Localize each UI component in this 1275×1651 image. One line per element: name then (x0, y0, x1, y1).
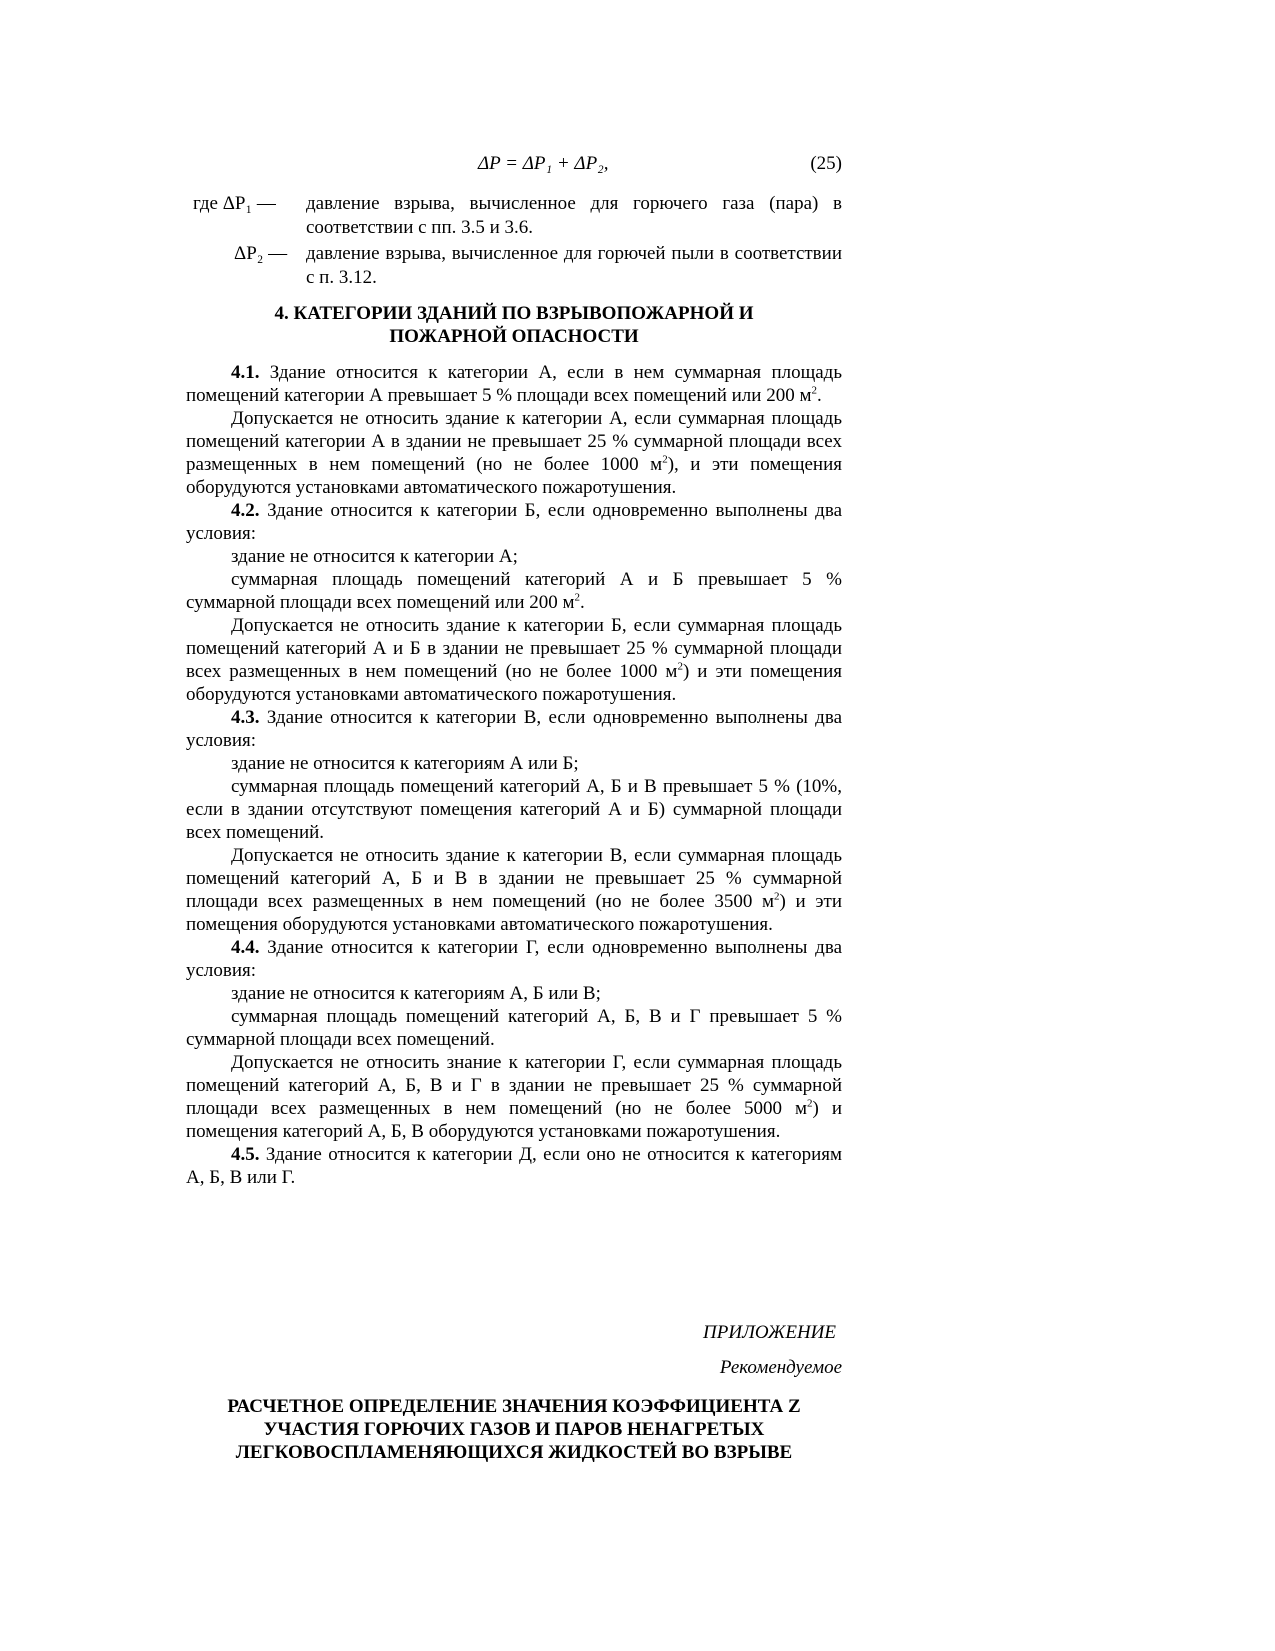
paragraph-number: 4.1. (231, 362, 260, 383)
paragraph-4-2-condition-2 (186, 568, 842, 614)
appendix-title (186, 1395, 842, 1464)
appendix-title-line-3: ЛЕГКОВОСПЛАМЕНЯЮЩИХСЯ ЖИДКОСТЕЙ ВО ВЗРЫВЕ (235, 1442, 793, 1463)
paragraph-number: 4.2. (231, 500, 260, 521)
appendix-label: ПРИЛОЖЕНИЕ (703, 1322, 836, 1343)
superscript: 2 (574, 591, 581, 604)
definition-dp2-text: давление взрыва, вычисленное для горючей пыли в соответствии с п. 3.12. (306, 243, 842, 288)
paragraph-4-2-condition-1: здание не относится к категории А; (231, 546, 518, 567)
paragraph-4-4-condition-1: здание не относится к категориям А, Б или В; (231, 983, 601, 1004)
paragraph-4-3-exception (186, 844, 842, 936)
paragraph-4-5 (186, 1143, 842, 1189)
section-4-heading-line-2: ПОЖАРНОЙ ОПАСНОСТИ (389, 326, 639, 347)
paragraph-text: Здание относится к категории Г, если одновременно выполнены два условия: (186, 937, 842, 981)
paragraph-4-4 (186, 936, 842, 982)
paragraph-4-2-exception (186, 614, 842, 706)
formula-definitions (186, 192, 842, 290)
superscript: 2 (677, 660, 683, 673)
paragraph-text-end: . (816, 385, 822, 406)
paragraph-4-4-exception (186, 1051, 842, 1143)
paragraph-4-2 (186, 499, 842, 545)
definition-dp1 (186, 192, 842, 240)
section-4-heading-line-1: 4. КАТЕГОРИИ ЗДАНИЙ ПО ВЗРЫВОПОЖАРНОЙ И (274, 303, 754, 324)
superscript: 2 (774, 890, 780, 903)
paragraph-4-3 (186, 706, 842, 752)
definition-dp1-lead: где ΔP₁ — (193, 193, 276, 214)
paragraph-number: 4.4. (231, 937, 260, 958)
appendix-status: Рекомендуемое (719, 1357, 842, 1378)
paragraph-text: Допускается не относить здание к категории Б, если суммарная площадь помещений категорий А и Б в здании не превышает 25 % суммарной площади всех размещенных в нем помещений (но не более 1000 м (186, 615, 842, 682)
definition-dp1-text: давление взрыва, вычисленное для горючего газа (пара) в соответствии с пп. 3.5 и 3.6. (306, 193, 842, 238)
paragraph-text: Допускается не относить здание к категории В, если суммарная площадь помещений категорий А, Б и В в здании не превышает 25 % суммарной площади всех размещенных в нем помещений (но не более 3500 м (186, 845, 842, 912)
paragraph-text: Здание относится к категории Б, если одновременно выполнены два условия: (186, 500, 843, 544)
paragraph-number: 4.5. (231, 1144, 260, 1165)
superscript: 2 (662, 453, 668, 466)
paragraph-text: Допускается не относить знание к категории Г, если суммарная площадь помещений категорий А, Б, В и Г в здании не превышает 25 % суммарной площади всех размещенных в нем помещений (но не более 5000 м (186, 1052, 842, 1119)
superscript: 2 (807, 1097, 813, 1110)
formula-number: (25) (810, 153, 842, 174)
definition-dp2-lead: ΔP₂ — (234, 243, 288, 264)
paragraph-text: Здание относится к категории В, если одновременно выполнены два условия: (186, 707, 843, 751)
paragraph-text: суммарная площадь помещений категорий А и Б превышает 5 % суммарной площади всех помещений или 200 м (186, 569, 842, 613)
formula-expression: ΔP = ΔP₁ + ΔP₂, (478, 153, 609, 174)
section-4-heading (186, 302, 842, 348)
paragraph-text-end: ) и помещения категорий А, Б, В оборудуются установками пожаротушения. (186, 1098, 842, 1142)
paragraph-number: 4.3. (231, 707, 260, 728)
section-4-body (186, 361, 842, 1189)
formula-25 (186, 153, 842, 177)
superscript: 2 (811, 384, 817, 397)
appendix-title-line-2: УЧАСТИЯ ГОРЮЧИХ ГАЗОВ И ПАРОВ НЕНАГРЕТЫХ (263, 1419, 765, 1440)
paragraph-4-1-exception (186, 407, 842, 499)
definition-dp2 (186, 242, 842, 290)
paragraph-text-end: . (580, 592, 585, 613)
paragraph-text: Здание относится к категории Д, если оно не относится к категориям А, Б, В или Г. (186, 1144, 843, 1188)
paragraph-4-3-condition-1: здание не относится к категориям А или Б; (231, 753, 579, 774)
paragraph-text: Здание относится к категории А, если в нем суммарная площадь помещений категории А превышает 5 % площади всех помещений или 200 м (186, 362, 843, 406)
paragraph-text-end: ) и эти помещения оборудуются установками автоматического пожаротушения. (186, 661, 842, 705)
paragraph-text: Допускается не относить здание к категории А, если суммарная площадь помещений категории А в здании не превышает 25 % суммарной площади всех размещенных в нем помещений (но не более 1000 м (186, 408, 842, 475)
appendix-title-line-1: РАСЧЕТНОЕ ОПРЕДЕЛЕНИЕ ЗНАЧЕНИЯ КОЭФФИЦИЕНТА Z (227, 1396, 801, 1417)
paragraph-text-end: ) и эти помещения оборудуются установками автоматического пожаротушения. (186, 891, 843, 935)
paragraph-4-3-condition-2: суммарная площадь помещений категорий А, Б и В превышает 5 % (10%, если в здании отсутствуют помещения категорий А и Б) суммарной площади всех помещений. (186, 776, 842, 843)
paragraph-text-end: ), и эти помещения оборудуются установками автоматического пожаротушения. (186, 454, 842, 498)
paragraph-4-4-condition-2: суммарная площадь помещений категорий А, Б, В и Г превышает 5 % суммарной площади всех помещений. (186, 1006, 842, 1050)
paragraph-4-1 (186, 361, 842, 407)
